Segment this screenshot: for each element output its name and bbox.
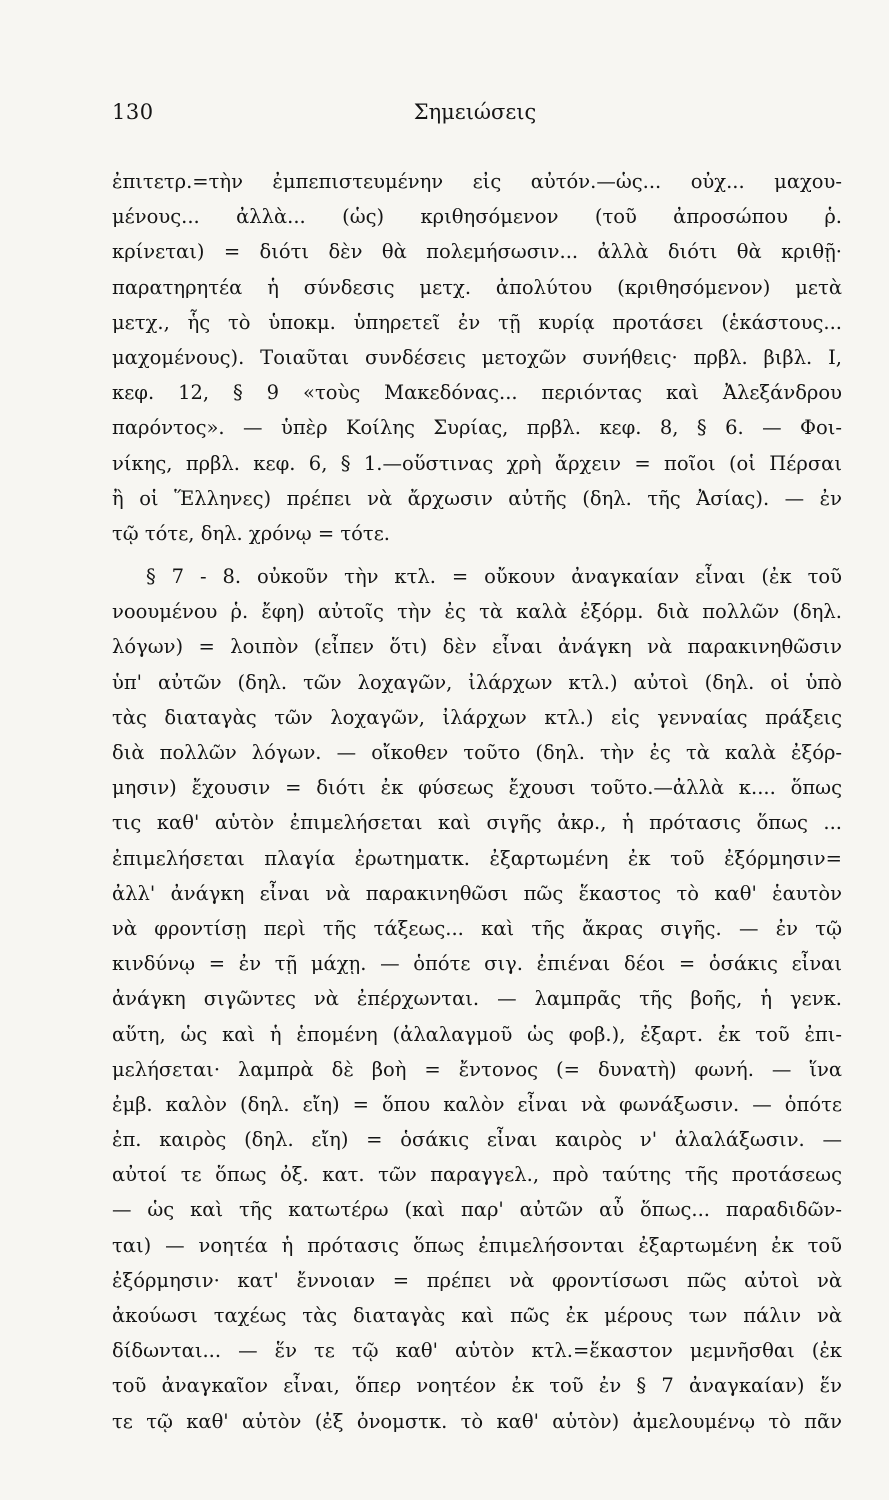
text-line: — ὡς καὶ τῆς κατωτέρω (καὶ παρ' αὐτῶν αὖ ὅπως... παραδιδῶν- [112,1198,842,1222]
text-line: αὕτη, ὡς καὶ ἡ ἑπομένη (ἀλαλαγμοῦ ὡς φοβ.), ἐξαρτ. ἐκ τοῦ ἐπι- [112,1022,842,1046]
text-line: νοουμένου ῥ. ἔφη) αὐτοῖς τὴν ἐς τὰ καλὰ ἐξόρμ. διὰ πολλῶν (δηλ. [112,600,842,624]
text-line: παρατηρητέα ἡ σύνδεσις μετχ. ἀπολύτου (κριθησόμενον) μετὰ [112,275,842,299]
text-line: ὑπ' αὐτῶν (δηλ. τῶν λοχαγῶν, ἰλάρχων κτλ.) αὐτοὶ (δηλ. οἱ ὑπὸ [112,670,842,694]
text-line: ἀνάγκη σιγῶντες νὰ ἐπέρχωνται. — λαμπρᾶς τῆς βοῆς, ἡ γενκ. [112,987,842,1011]
text-line: τις καθ' αὑτὸν ἐπιμελήσεται καὶ σιγῆς ἀκρ., ἡ πρότασις ὅπως ... [112,811,842,835]
text-line: ἐμβ. καλὸν (δηλ. εἴη) = ὅπου καλὸν εἶναι νὰ φωνάξωσιν. — ὁπότε [112,1092,842,1116]
text-line: ἀλλ' ἀνάγκη εἶναι νὰ παρακινηθῶσι πῶς ἕκαστος τὸ καθ' ἑαυτὸν [112,881,842,905]
text-line: κρίνεται) = διότι δὲν θὰ πολεμήσωσιν... ἀλλὰ διότι θὰ κριθῇ· [112,240,842,264]
text-line: ἢ οἱ Ἕλληνες) πρέπει νὰ ἄρχωσιν αὐτῆς (δηλ. τῆς Ἀσίας). — ἐν [112,486,842,510]
text-line: μένους... ἀλλὰ... (ὡς) κριθησόμενον (τοῦ ἀπροσώπου ῥ. [112,205,842,229]
text-line: ἀκούωσι ταχέως τὰς διαταγὰς καὶ πῶς ἐκ μέρους των πάλιν νὰ [112,1304,842,1327]
text-line: μησιν) ἔχουσιν = διότι ἐκ φύσεως ἔχουσι τοῦτο.—ἀλλὰ κ.... ὅπως [112,776,842,800]
text-line: αὐτοί τε ὅπως ὀξ. κατ. τῶν παραγγελ., πρὸ ταύτης τῆς προτάσεως [112,1163,842,1187]
paragraph-notes-1 [112,164,842,551]
text-line: νὰ φροντίσῃ περὶ τῆς τάξεως... καὶ τῆς ἄκρας σιγῆς. — ἐν τῷ [112,916,842,940]
text-line: παρόντος». — ὑπὲρ Κοίλης Συρίας, πρβλ. κεφ. 8, § 6. — Φοι- [112,416,842,440]
text-line: ἐπιτετρ.=τὴν ἐμπεπιστευμένην εἰς αὐτόν.—ὡς... οὐχ... μαχου- [112,170,842,193]
text-line: μαχομένους). Τοιαῦται συνδέσεις μετοχῶν συνήθεις· πρβλ. βιβλ. Ι, [112,345,842,369]
text-line: τὰς διαταγὰς τῶν λοχαγῶν, ἰλάρχων κτλ.) εἰς γενναίας πράξεις [112,705,842,729]
page-number: 130 [112,100,154,124]
body-text [112,164,842,1439]
text-line: ἐπιμελήσεται πλαγία ἐρωτηματκ. ἐξαρτωμένη ἐκ τοῦ ἐξόρμησιν= [112,846,842,870]
text-line: λόγων) = λοιπὸν (εἶπεν ὅτι) δὲν εἶναι ἀνάγκη νὰ παρακινηθῶσιν [112,635,842,659]
text-line: ται) — νοητέα ἡ πρότασις ὅπως ἐπιμελήσονται ἐξαρτωμένη ἐκ τοῦ [112,1233,842,1257]
text-line: § 7 - 8. οὐκοῦν τὴν κτλ. = οὔκουν ἀναγκαίαν εἶναι (ἐκ τοῦ [146,565,842,589]
paragraph-gap [112,551,842,559]
text-line: διὰ πολλῶν λόγων. — οἴκοθεν τοῦτο (δηλ. τὴν ἐς τὰ καλὰ ἐξόρ- [112,741,842,764]
text-line: ἐξόρμησιν· κατ' ἔννοιαν = πρέπει νὰ φροντίσωσι πῶς αὐτοὶ νὰ [112,1268,842,1292]
text-line: τε τῷ καθ' αὑτὸν (ἐξ ὀνομστκ. τὸ καθ' αὑτὸν) ἀμελουμένῳ τὸ πᾶν [112,1409,842,1433]
text-line: μετχ., ἧς τὸ ὑποκμ. ὑπηρετεῖ ἐν τῇ κυρίᾳ προτάσει (ἑκάστους... [112,310,842,334]
paragraph-notes-2 [112,559,842,1439]
text-line: τοῦ ἀναγκαῖον εἶναι, ὅπερ νοητέον ἐκ τοῦ ἐν § 7 ἀναγκαίαν) ἕν [112,1374,842,1398]
text-line: μελήσεται· λαμπρὰ δὲ βοὴ = ἔντονος (= δυνατὴ) φωνή. — ἵνα [112,1057,842,1081]
text-line: τῷ τότε, δηλ. χρόνῳ = τότε. [112,521,391,545]
text-line: κεφ. 12, § 9 «τοὺς Μακεδόνας... περιόντας καὶ Ἀλεξάνδρου [112,381,842,405]
text-line: δίδωνται... — ἕν τε τῷ καθ' αὑτὸν κτλ.=ἕκαστον μεμνῆσθαι (ἐκ [112,1339,842,1363]
running-title: Σημειώσεις [413,100,537,124]
text-line: κινδύνῳ = ἐν τῇ μάχῃ. — ὁπότε σιγ. ἐπιέναι δέοι = ὁσάκις εἶναι [112,952,842,976]
text-line: ἐπ. καιρὸς (δηλ. εἴη) = ὁσάκις εἶναι καιρὸς ν' ἀλαλάξωσιν. — [112,1128,842,1152]
page-header [112,100,838,136]
text-line: νίκης, πρβλ. κεφ. 6, § 1.—οὕστινας χρὴ ἄρχειν = ποῖοι (οἱ Πέρσαι [112,451,842,475]
